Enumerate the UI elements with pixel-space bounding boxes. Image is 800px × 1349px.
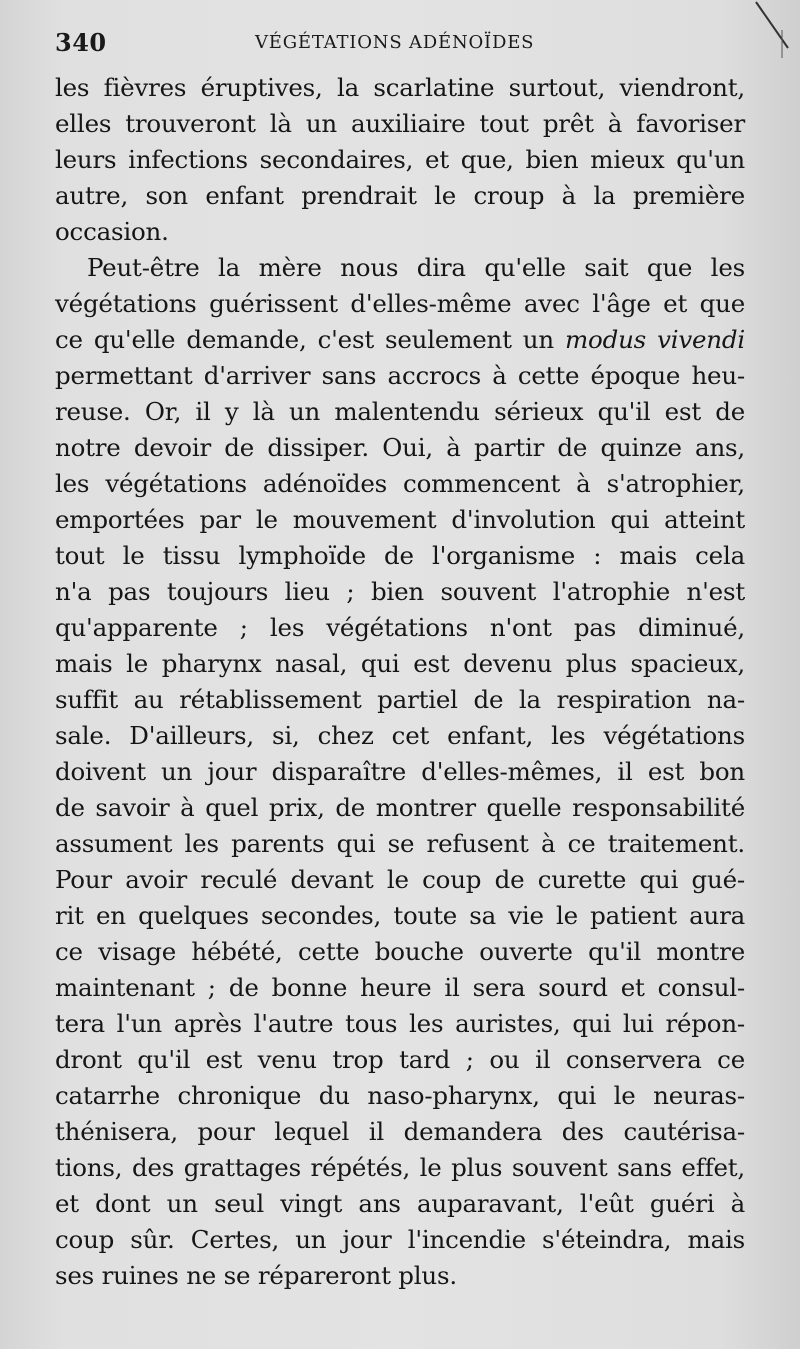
page-corner-mark (752, 0, 792, 60)
text-line: doivent un jour disparaître d'elles-mêmes, il est bon (55, 757, 745, 786)
text-line: maintenant ; de bonne heure il sera sourd et consul- (55, 973, 745, 1002)
text-line: Peut-être la mère nous dira qu'elle sait que les (87, 253, 745, 282)
text-line: emportées par le mouvement d'involution qui atteint (55, 505, 745, 534)
text-line: les fièvres éruptives, la scarlatine surtout, viendront, (55, 73, 745, 102)
page-number: 340 (55, 28, 107, 57)
text-line: n'a pas toujours lieu ; bien souvent l'atrophie n'est (55, 577, 745, 606)
text-line: végétations guérissent d'elles-même avec l'âge et que (55, 289, 745, 318)
text-line: les végétations adénoïdes commencent à s'atrophier, (55, 469, 745, 498)
text-line: tera l'un après l'autre tous les auristes, qui lui répon- (55, 1009, 745, 1038)
text-line-start: ce qu'elle demande, c'est seulement un (55, 325, 566, 354)
text-line: coup sûr. Certes, un jour l'incendie s'éteindra, mais (55, 1225, 745, 1254)
text-line: reuse. Or, il y là un malentendu sérieux qu'il est de (55, 397, 745, 426)
text-line: ce visage hébété, cette bouche ouverte qu'il montre (55, 937, 745, 966)
text-line: catarrhe chronique du naso-pharynx, qui le neuras- (55, 1081, 745, 1110)
text-line: tions, des grattages répétés, le plus souvent sans effet, (55, 1153, 745, 1182)
text-line: qu'apparente ; les végétations n'ont pas diminué, (55, 613, 745, 642)
text-line: mais le pharynx nasal, qui est devenu plus spacieux, (55, 649, 745, 678)
body-text (55, 70, 745, 1294)
text-line: notre devoir de dissiper. Oui, à partir de quinze ans, (55, 433, 745, 462)
text-line: sale. D'ailleurs, si, chez cet enfant, les végétations (55, 721, 745, 750)
text-line: et dont un seul vingt ans auparavant, l'eût guéri à (55, 1189, 745, 1218)
text-line (55, 322, 745, 358)
text-line: dront qu'il est venu trop tard ; ou il conservera ce (55, 1045, 745, 1074)
text-line: suffit au rétablissement partiel de la respiration na- (55, 685, 745, 714)
text-line: elles trouveront là un auxiliaire tout prêt à favoriser (55, 109, 745, 138)
running-title: VÉGÉTATIONS ADÉNOÏDES (255, 32, 535, 53)
text-line: tout le tissu lymphoïde de l'organisme : mais cela (55, 541, 745, 570)
text-line: leurs infections secondaires, et que, bien mieux qu'un (55, 145, 745, 174)
text-line: Pour avoir reculé devant le coup de curette qui gué- (55, 865, 745, 894)
text-line: thénisera, pour lequel il demandera des cautérisa- (55, 1117, 745, 1146)
text-line: assument les parents qui se refusent à ce traitement. (55, 829, 745, 858)
italic-phrase: modus vivendi (565, 325, 745, 354)
page-header (55, 28, 745, 64)
text-line: permettant d'arriver sans accrocs à cette époque heu- (55, 361, 745, 390)
text-line: rit en quelques secondes, toute sa vie le patient aura (55, 901, 745, 930)
text-line: de savoir à quel prix, de montrer quelle responsabilité (55, 793, 745, 822)
text-line: ses ruines ne se répareront plus. (55, 1261, 457, 1290)
text-line: autre, son enfant prendrait le croup à la première (55, 181, 745, 210)
text-line: occasion. (55, 217, 169, 246)
